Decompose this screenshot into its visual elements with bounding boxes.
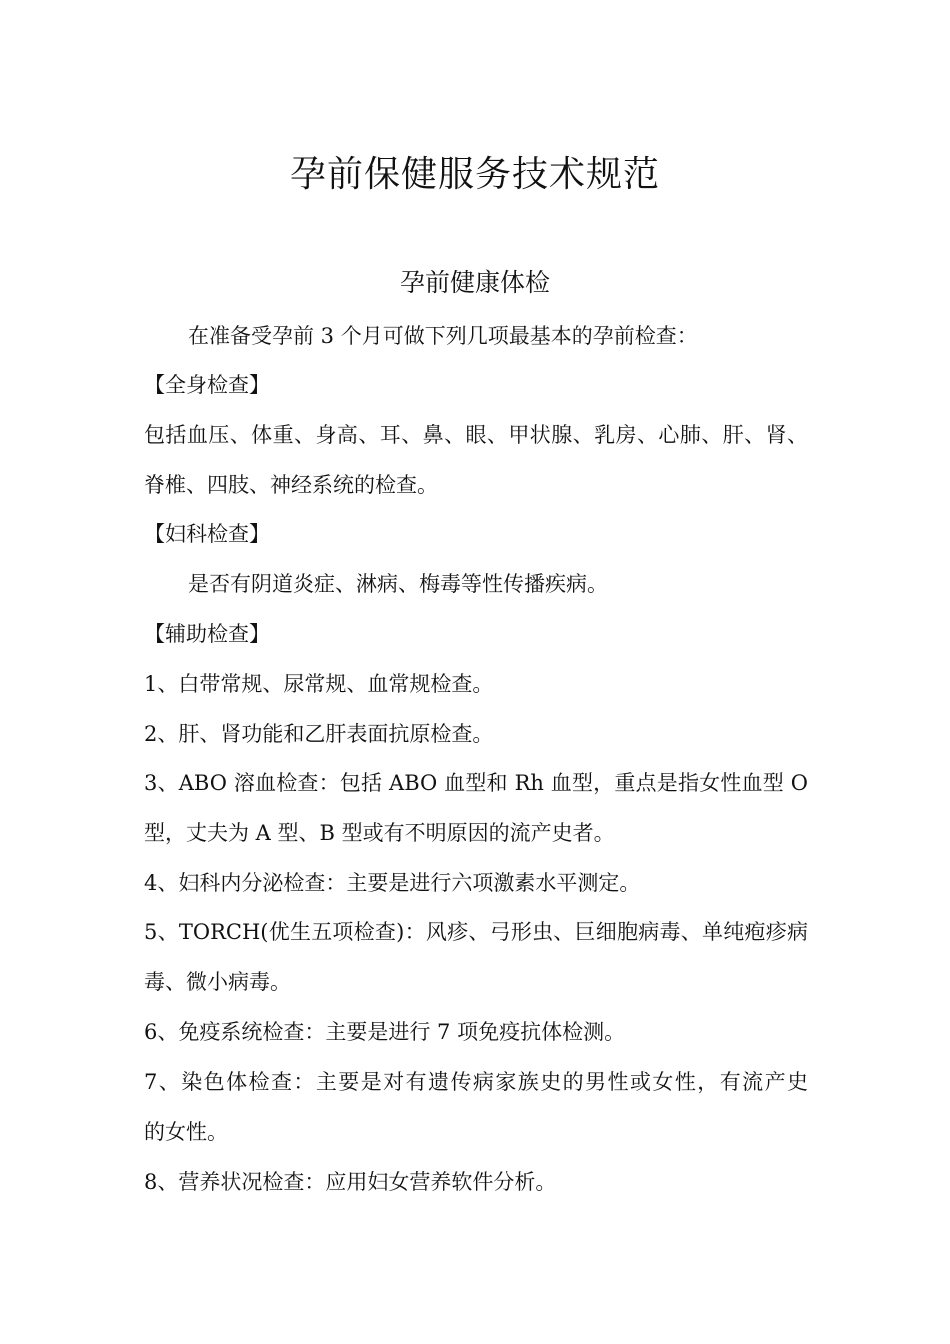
general-exam-text-line-2: 脊椎、四肢、神经系统的检查。: [144, 473, 438, 497]
list-item-5-line-1: 5、TORCH(优生五项检查)：风疹、弓形虫、巨细胞病毒、单纯疱疹病: [144, 920, 808, 944]
gynecology-exam-text: 是否有阴道炎症、淋病、梅毒等性传播疾病。: [188, 572, 608, 596]
general-exam-text-line-1: 包括血压、体重、身高、耳、鼻、眼、甲状腺、乳房、心肺、肝、肾、: [144, 423, 808, 447]
list-item-5-line-2: 毒、微小病毒。: [144, 970, 291, 994]
list-item-1: 1、白带常规、尿常规、血常规检查。: [144, 672, 494, 696]
document-title: 孕前保健服务技术规范: [289, 154, 660, 195]
list-item-8: 8、营养状况检查：应用妇女营养软件分析。: [144, 1170, 557, 1194]
list-item-2: 2、肝、肾功能和乙肝表面抗原检查。: [144, 722, 494, 746]
list-item-7-line-1: 7、染色体检查：主要是对有遗传病家族史的男性或女性，有流产史: [144, 1070, 808, 1094]
intro-paragraph: 在准备受孕前 3 个月可做下列几项最基本的孕前检查：: [188, 324, 698, 348]
list-item-6: 6、免疫系统检查：主要是进行 7 项免疫抗体检测。: [144, 1020, 626, 1044]
heading-general-exam: 【全身检查】: [144, 373, 270, 397]
list-item-7-line-2: 的女性。: [144, 1120, 228, 1144]
list-item-3-line-1: 3、ABO 溶血检查：包括 ABO 血型和 Rh 血型，重点是指女性血型 O: [144, 771, 808, 795]
heading-gynecology-exam: 【妇科检查】: [144, 522, 270, 546]
list-item-4: 4、妇科内分泌检查：主要是进行六项激素水平测定。: [144, 871, 641, 895]
list-item-3-line-2: 型，丈夫为 A 型、B 型或有不明原因的流产史者。: [144, 821, 615, 845]
section-heading: 孕前健康体检: [399, 268, 550, 297]
heading-auxiliary-exam: 【辅助检查】: [144, 622, 270, 646]
